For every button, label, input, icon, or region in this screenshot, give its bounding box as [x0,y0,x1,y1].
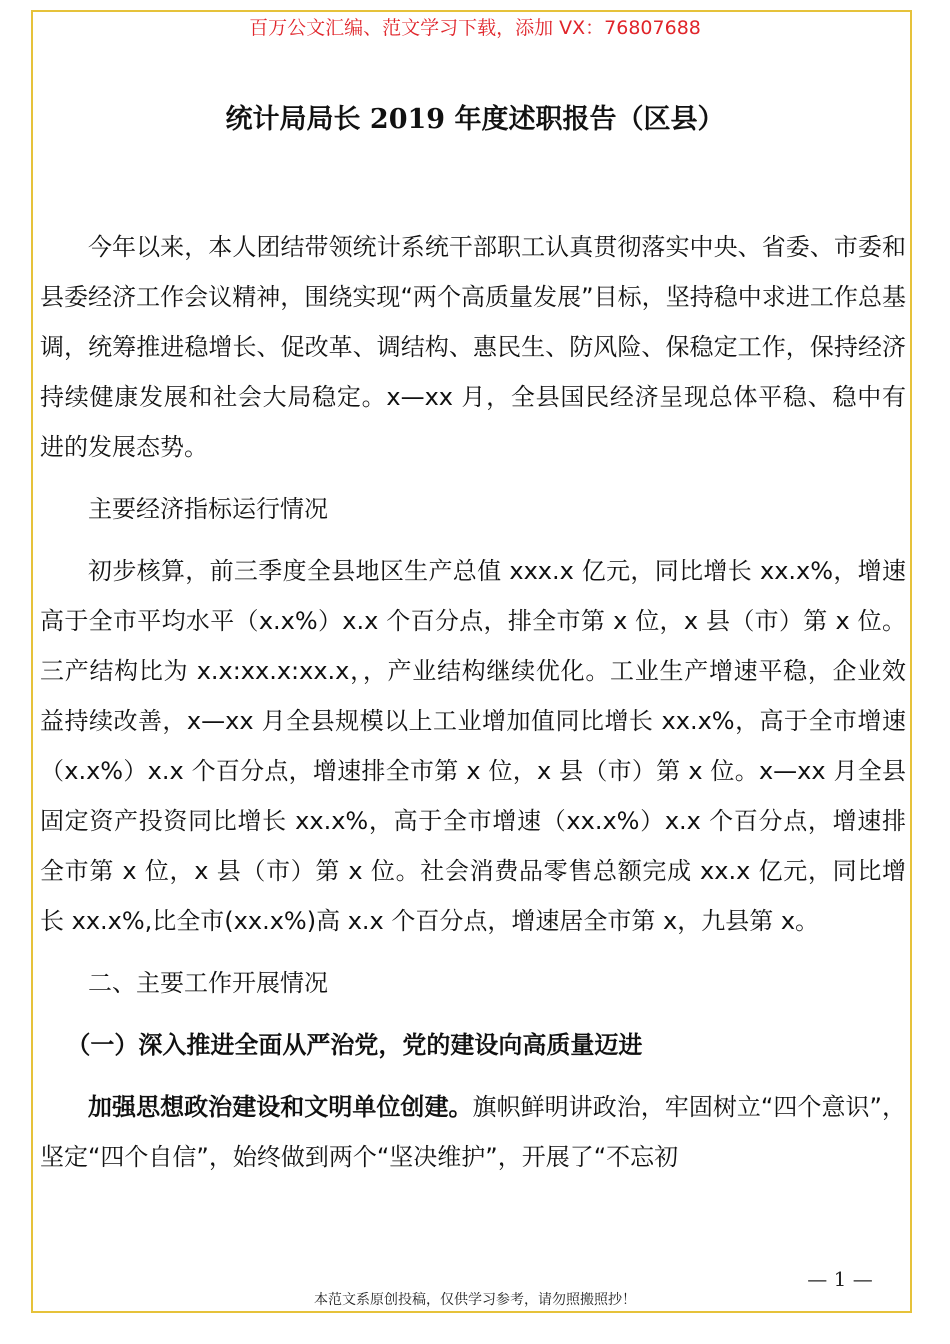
paragraph-indicators: 初步核算，前三季度全县地区生产总值 xxx.x 亿元，同比增长 xx.x%，增速高于全市平均水平（x.x%）x.x 个百分点，排全市第 x 位，x 县（市）第 x 位。三产结构比为 x.x:xx.x:xx.x，，产业结构继续优化。工业生产增速平稳，企业效益持续改善，x—xx 月全县规模以上工业增加值同比增长 xx.x%，高于全市增速（x.x%）x.x 个百分点，增速排全市第 x 位，x 县（市）第 x 位。x—xx 月全县固定资产投资同比增长 xx.x%，高于全市增速（xx.x%）x.x 个百分点，增速排全市第 x 位，x 县（市）第 x 位。社会消费品零售总额完成 xx.x 亿元，同比增长 xx.x%,比全市(xx.x%)高 x.x 个百分点，增速居全市第 x，九县第 x。 [40,557,906,935]
footer-note: 本范文系原创投稿，仅供学习参考，请勿照搬照抄！ [314,1292,636,1308]
document-title: 统计局局长 2019 年度述职报告（区县） [225,104,725,135]
page-number: — 1 — [807,1267,873,1291]
section-heading-indicators: 主要经济指标运行情况 [88,495,328,523]
paragraph-party-building [40,1082,906,1182]
document-body [40,222,906,1194]
paragraph-intro: 今年以来，本人团结带领统计系统干部职工认真贯彻落实中央、省委、市委和县委经济工作会议精神，围绕实现“两个高质量发展”目标，坚持稳中求进工作总基调，统筹推进稳增长、促改革、调结构、惠民生、防风险、保稳定工作，保持经济持续健康发展和社会大局稳定。x—xx 月，全县国民经济呈现总体平稳、稳中有进的发展态势。 [40,233,906,461]
header-banner: 百万公文汇编、范文学习下载，添加 VX：76807688 [249,17,701,39]
subsection-heading-party: （一）深入推进全面从严治党，党的建设向高质量迈进 [66,1031,643,1059]
paragraph-lead-text: 旗帜鲜明讲政治，牢固树立“四个意识”，坚定“四个自信”，始终做到两个“坚决维护”，开展了“不忘初 [40,1093,906,1171]
paragraph-lead-bold: 加强思想政治建设和文明单位创建。 [88,1093,473,1121]
section-heading-work: 二、主要工作开展情况 [88,969,328,997]
